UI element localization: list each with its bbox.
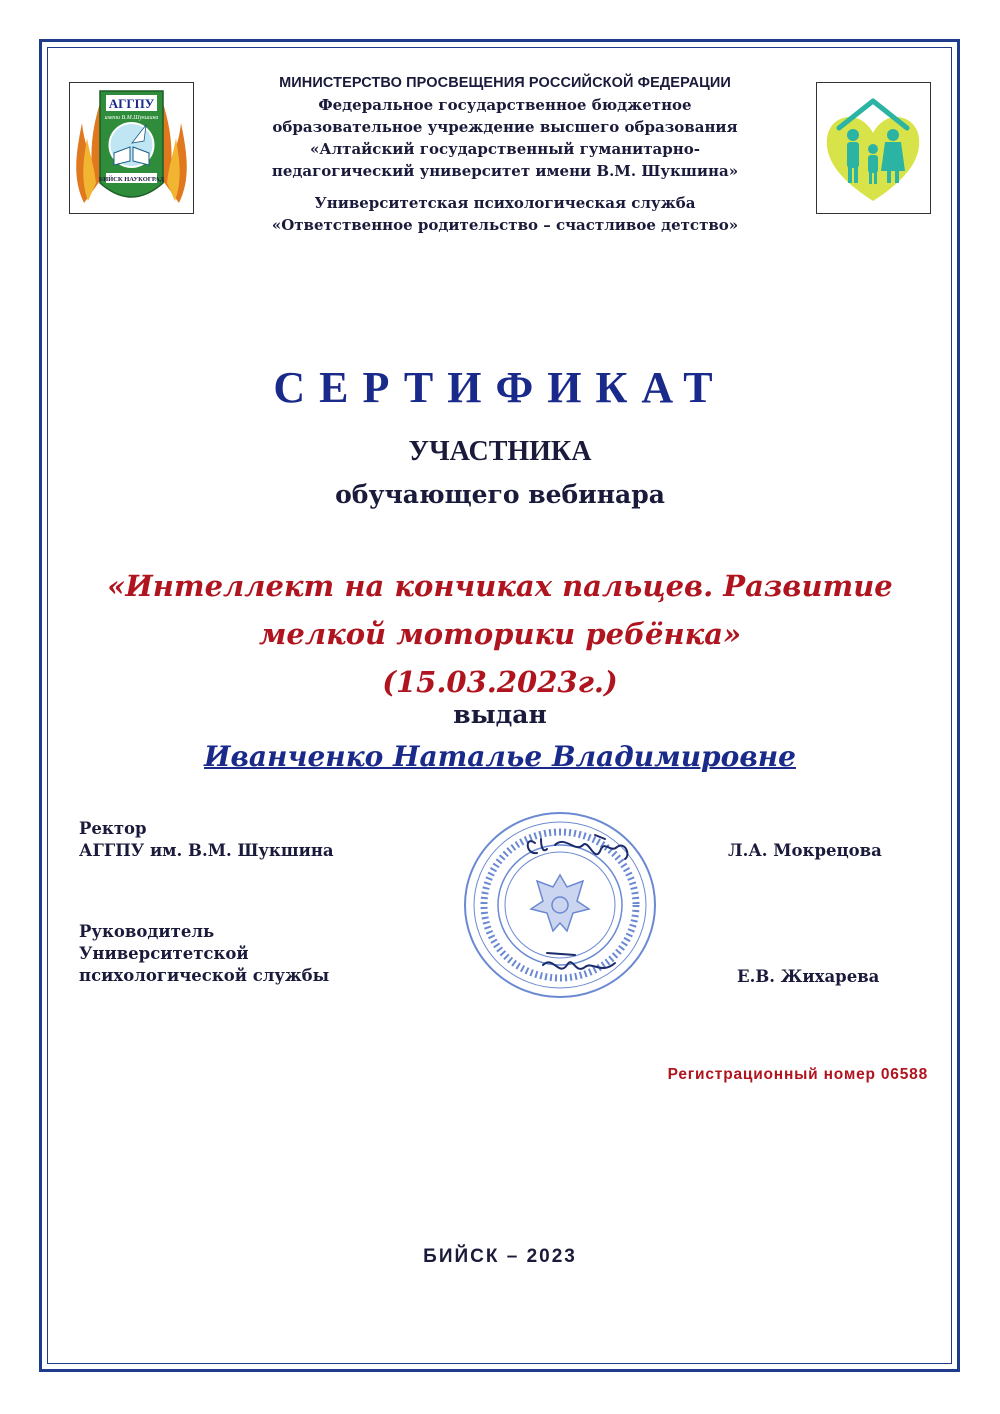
event-date: (15.03.2023г.) — [382, 665, 618, 699]
rector-title-line-1: Ректор — [79, 819, 147, 838]
head-title — [79, 921, 329, 987]
institution-line-4: педагогический университет имени В.М. Шукшина» — [271, 162, 739, 180]
head-title-line-2: Университетской — [79, 944, 249, 963]
recipient-name-text: Иванченко Наталье Владимировне — [204, 740, 796, 773]
city-year: БИЙСК – 2023 — [423, 1246, 577, 1267]
university-logo — [69, 82, 194, 214]
event-title-line-2: мелкой моторики ребёнка» — [258, 617, 742, 651]
service-line-2: «Ответственное родительство – счастливое детство» — [271, 216, 739, 234]
event-title-line-1: «Интеллект на кончиках пальцев. Развитие — [107, 569, 893, 603]
certificate-title: СЕРТИФИКАТ — [273, 363, 727, 412]
head-name: Е.В. Жихарева — [737, 967, 880, 986]
institution-line-1: Федеральное государственное бюджетное — [318, 96, 692, 114]
head-title-line-1: Руководитель — [79, 922, 215, 941]
event-title — [60, 562, 940, 706]
rector-title — [79, 818, 334, 862]
official-stamp — [455, 805, 670, 1005]
institution-line-2: образовательное учреждение высшего образования — [272, 118, 738, 136]
rector-title-line-2: АГГПУ им. В.М. Шукшина — [79, 841, 334, 860]
certificate-subtitle-participant: УЧАСТНИКА — [408, 436, 592, 467]
service-line-1: Университетская психологическая служба — [314, 194, 696, 212]
certificate-subtitle-webinar: обучающего вебинара — [335, 480, 665, 509]
logo-name-text: АГГПУ — [108, 96, 155, 111]
rector-name: Л.А. Мокрецова — [728, 841, 882, 860]
family-heart-logo — [816, 82, 931, 214]
logo-bottom-text: БИЙСК НАУКОГРАД — [98, 176, 165, 183]
logo-subtitle-text: имени В.М.Шукшина — [104, 115, 159, 121]
institution-line-3: «Алтайский государственный гуманитарно- — [310, 140, 700, 158]
head-title-line-3: психологической службы — [79, 966, 330, 985]
recipient-name — [0, 740, 1000, 773]
registration-number: Регистрационный номер 06588 — [667, 1066, 928, 1083]
ministry-line: МИНИСТЕРСТВО ПРОСВЕЩЕНИЯ РОССИЙСКОЙ ФЕДЕРАЦИИ — [279, 75, 731, 91]
issued-label: выдан — [453, 700, 547, 729]
institution-header — [205, 72, 805, 236]
